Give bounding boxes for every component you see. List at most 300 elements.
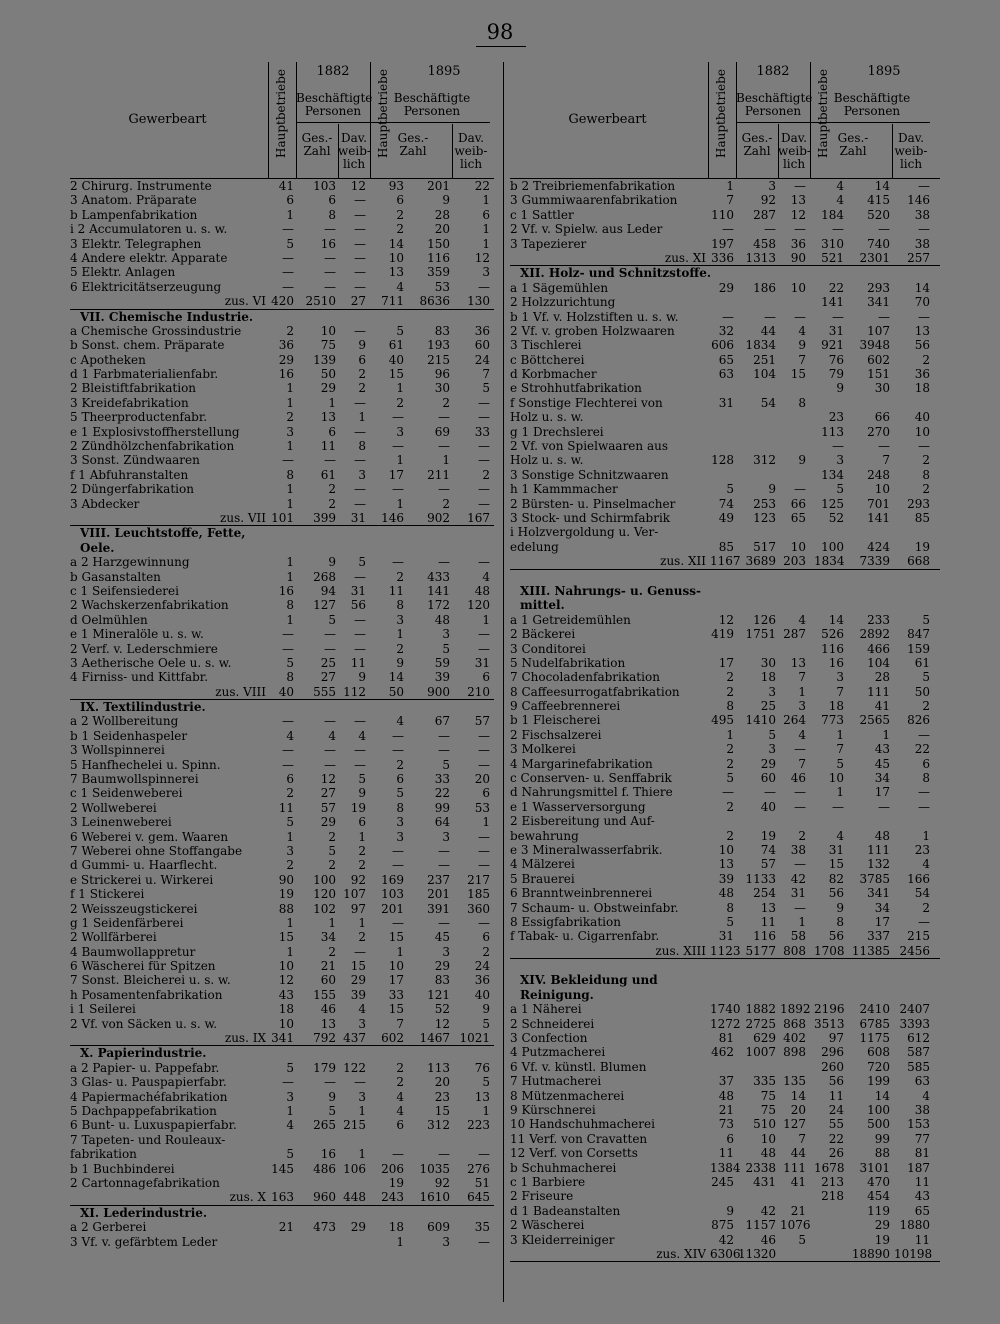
row-value: 2: [922, 352, 930, 367]
row-value: 29: [320, 381, 336, 396]
row-value: 29: [320, 815, 336, 830]
row-value: 56: [350, 598, 366, 613]
table-row: [70, 584, 494, 598]
row-value: 199: [867, 1074, 890, 1089]
row-value: 5: [482, 381, 490, 396]
table-row: [510, 1189, 940, 1203]
row-value: 56: [828, 929, 844, 944]
row-label: 5 Nudelfabrikation: [510, 655, 626, 670]
row-value: 1: [396, 453, 404, 468]
row-value: —: [918, 309, 930, 324]
row-value: 100: [867, 1103, 890, 1117]
row-value: 4: [396, 1104, 404, 1118]
row-value: 65: [790, 510, 806, 525]
row-value: 92: [760, 193, 776, 208]
row-value: 4: [286, 728, 294, 743]
row-value: 60: [760, 771, 776, 786]
row-label: 5 Elektr. Anlagen: [70, 265, 176, 280]
row-value: —: [282, 453, 294, 468]
row-value: 3: [286, 1089, 294, 1104]
row-value: 38: [790, 842, 806, 857]
dav-text: Dav.: [898, 131, 924, 145]
row-value: 1076: [780, 1218, 811, 1233]
row-label: Holz u. s. w.: [510, 453, 584, 468]
row-value: 9: [482, 1002, 490, 1017]
row-value: 67: [434, 714, 450, 729]
row-value: 113: [427, 1060, 450, 1075]
row-label: a 1 Näherei: [510, 1002, 582, 1017]
row-value: 13: [320, 410, 336, 425]
row-value: 3: [286, 424, 294, 439]
row-value: 14: [874, 179, 890, 193]
row-value: 2: [286, 323, 294, 338]
row-value: 1: [482, 612, 490, 627]
table-row: [510, 1074, 940, 1088]
row-value: 48: [874, 828, 890, 843]
row-value: 3785: [859, 871, 890, 886]
table-row: [70, 902, 494, 916]
row-value: 10: [278, 1016, 294, 1031]
row-label: 3 Tapezierer: [510, 236, 587, 251]
row-value: 110: [711, 207, 734, 222]
row-value: 146: [381, 510, 404, 525]
row-value: 103: [313, 179, 336, 193]
row-value: 3: [442, 829, 450, 844]
row-label: f Sonstige Flechterei von: [510, 395, 663, 410]
row-value: 28: [874, 670, 890, 685]
row-value: 6: [396, 193, 404, 208]
table-row: [70, 468, 494, 482]
row-value: 116: [427, 250, 450, 265]
row-value: —: [878, 439, 890, 454]
row-value: 3: [442, 627, 450, 642]
row-value: 38: [914, 1103, 930, 1117]
row-value: 31: [350, 583, 366, 598]
row-value: 46: [790, 771, 806, 786]
row-value: 4: [482, 569, 490, 584]
row-value: 437: [343, 1031, 366, 1046]
row-value: 127: [313, 598, 336, 613]
row-value: 38: [914, 236, 930, 251]
row-value: 85: [718, 539, 734, 554]
row-value: 29: [278, 352, 294, 367]
row-value: 1: [358, 829, 366, 844]
table-row: [70, 497, 494, 511]
row-value: 2: [726, 670, 734, 685]
table-row: [70, 439, 494, 453]
table-row: [510, 310, 940, 324]
row-value: 3: [442, 1234, 450, 1249]
row-value: —: [324, 250, 336, 265]
row-label: c Apotheken: [70, 352, 146, 367]
row-value: 187: [907, 1160, 930, 1175]
row-label: mittel.: [520, 598, 565, 613]
row-value: 1: [286, 496, 294, 511]
row-value: 69: [434, 424, 450, 439]
row-label: 8 Mützenmacherei: [510, 1088, 625, 1103]
table-row: [70, 642, 494, 656]
row-value: 10: [790, 539, 806, 554]
row-value: 45: [874, 756, 890, 771]
table-row: [510, 482, 940, 496]
row-value: 2: [482, 944, 490, 959]
row-value: 166: [907, 871, 930, 886]
row-value: 16: [278, 367, 294, 382]
row-label: e 1 Mineralöle u. s. w.: [70, 627, 204, 642]
row-value: —: [354, 496, 366, 511]
section-heading: [70, 700, 494, 714]
total-row: [70, 685, 494, 700]
row-value: 921: [821, 338, 844, 353]
row-label: 2 Chirurg. Instrumente: [70, 179, 212, 193]
row-label: f Tabak- u. Cigarrenfabr.: [510, 929, 660, 944]
row-value: 1021: [459, 1031, 490, 1046]
row-value: 90: [790, 250, 806, 265]
row-value: —: [438, 439, 450, 454]
row-value: 30: [874, 381, 890, 396]
row-label: b Gasanstalten: [70, 569, 161, 584]
table-row: [510, 728, 940, 742]
row-value: 6: [482, 930, 490, 945]
row-value: 13: [790, 655, 806, 670]
row-value: 43: [874, 742, 890, 757]
row-value: 15: [388, 367, 404, 382]
table-row: [510, 1204, 940, 1218]
row-value: 1: [882, 727, 890, 742]
row-value: 75: [320, 338, 336, 353]
lich-text: lich: [899, 157, 923, 171]
row-value: 5: [328, 843, 336, 858]
row-value: —: [478, 641, 490, 656]
row-value: 53: [474, 800, 490, 815]
row-value: —: [478, 829, 490, 844]
row-value: 31: [828, 842, 844, 857]
row-value: 5: [358, 772, 366, 787]
row-value: 257: [907, 250, 930, 265]
row-value: —: [354, 612, 366, 627]
row-value: 50: [388, 684, 404, 699]
row-label: VIII. Leuchtstoffe, Fette,: [80, 526, 246, 541]
row-label: f 1 Abfuhranstalten: [70, 467, 189, 482]
row-value: 5: [726, 771, 734, 786]
row-value: 1: [396, 381, 404, 396]
hauptbetriebe-label: Hauptbetriebe: [274, 69, 288, 158]
row-value: —: [478, 757, 490, 772]
row-value: —: [478, 1234, 490, 1249]
row-value: 8: [286, 467, 294, 482]
row-value: 2: [442, 496, 450, 511]
table-row: [510, 1146, 940, 1160]
row-value: 868: [783, 1016, 806, 1031]
row-value: 21: [320, 959, 336, 974]
row-value: 34: [320, 930, 336, 945]
row-value: 57: [320, 800, 336, 815]
row-value: —: [794, 785, 806, 800]
row-value: —: [282, 757, 294, 772]
row-value: 1175: [859, 1031, 890, 1046]
row-value: 10: [320, 323, 336, 338]
row-label: 4 Andere elektr. Apparate: [70, 250, 228, 265]
row-value: 48: [718, 886, 734, 901]
row-value: 23: [914, 842, 930, 857]
table-row: [70, 251, 494, 265]
row-value: 184: [821, 207, 844, 222]
row-value: 7: [726, 193, 734, 208]
row-value: 61: [320, 467, 336, 482]
row-value: 335: [753, 1074, 776, 1089]
row-value: 31: [350, 510, 366, 525]
row-value: 7: [836, 684, 844, 699]
row-value: —: [478, 728, 490, 743]
row-value: 22: [434, 786, 450, 801]
row-value: 135: [783, 1074, 806, 1089]
row-value: —: [478, 858, 490, 873]
row-value: 57: [760, 857, 776, 872]
row-value: 29: [350, 1220, 366, 1235]
row-value: —: [918, 179, 930, 193]
row-value: 6: [358, 815, 366, 830]
row-value: 9: [358, 670, 366, 685]
row-value: 18: [828, 699, 844, 714]
row-value: 12: [350, 179, 366, 193]
row-value: 20: [790, 1103, 806, 1117]
table-row: [70, 570, 494, 584]
row-value: 10: [760, 1131, 776, 1146]
row-value: —: [722, 785, 734, 800]
row-label: 4 Baumwollappretur: [70, 944, 196, 959]
header-rule: [296, 122, 370, 123]
table-row: [70, 627, 494, 641]
row-value: —: [794, 309, 806, 324]
row-value: 65: [914, 1203, 930, 1218]
row-label: e 3 Mineralwasserfabrik.: [510, 842, 663, 857]
row-value: 17: [874, 785, 890, 800]
table-row: [510, 886, 940, 900]
row-value: 40: [760, 799, 776, 814]
section-heading: [510, 988, 940, 1002]
row-label: 2 Holzzurichtung: [510, 295, 616, 310]
table-row: [70, 815, 494, 829]
row-value: 125: [821, 496, 844, 511]
section-heading: [70, 310, 494, 324]
row-value: 521: [821, 250, 844, 265]
row-value: 113: [821, 424, 844, 439]
row-value: 312: [427, 1118, 450, 1133]
table-row: [70, 1090, 494, 1104]
table-row: [70, 1220, 494, 1234]
row-value: 40: [914, 410, 930, 425]
row-value: 293: [867, 280, 890, 295]
row-value: 145: [271, 1161, 294, 1176]
row-value: 11: [350, 655, 366, 670]
row-value: 54: [914, 886, 930, 901]
row-value: 3689: [745, 554, 776, 569]
row-value: 2: [396, 222, 404, 237]
row-value: 13: [320, 1016, 336, 1031]
table-row: [510, 1175, 940, 1189]
row-value: —: [478, 915, 490, 930]
row-value: 1880: [899, 1218, 930, 1233]
right-table: [510, 62, 940, 1262]
row-value: 12: [320, 772, 336, 787]
row-value: 66: [874, 410, 890, 425]
row-value: 13: [388, 265, 404, 280]
row-value: —: [354, 569, 366, 584]
row-value: 7339: [859, 554, 890, 569]
row-value: —: [478, 743, 490, 758]
row-value: 243: [381, 1190, 404, 1205]
row-value: 5: [726, 482, 734, 497]
row-value: 101: [271, 510, 294, 525]
row-value: 1834: [814, 554, 845, 569]
row-value: 12: [434, 1016, 450, 1031]
ges-zahl-label: [374, 132, 452, 158]
row-value: —: [478, 453, 490, 468]
row-value: 32: [718, 323, 734, 338]
row-value: 2: [396, 1075, 404, 1090]
row-value: 1892: [780, 1002, 811, 1017]
row-value: 5: [358, 555, 366, 570]
row-value: 1882: [745, 1002, 776, 1017]
row-label: 12 Verf. von Corsetts: [510, 1146, 638, 1161]
row-value: —: [354, 279, 366, 294]
row-value: 21: [718, 1103, 734, 1117]
row-value: 46: [760, 1232, 776, 1247]
row-value: 42: [760, 1203, 776, 1218]
row-value: 88: [278, 901, 294, 916]
row-value: 245: [711, 1174, 734, 1189]
table-row: [510, 1218, 940, 1232]
row-label: c Conserven- u. Senffabrik: [510, 771, 672, 786]
row-value: 10: [718, 842, 734, 857]
table-row: [70, 193, 494, 207]
row-value: 15: [388, 930, 404, 945]
row-value: 3: [358, 1089, 366, 1104]
section-heading: [510, 973, 940, 987]
row-value: 70: [914, 295, 930, 310]
row-value: 5: [726, 914, 734, 929]
row-value: 20: [434, 1075, 450, 1090]
row-value: 5: [768, 727, 776, 742]
row-value: 1: [286, 829, 294, 844]
row-value: 17: [388, 467, 404, 482]
row-value: 1: [836, 727, 844, 742]
row-label: 4 Papiermachéfabrikation: [70, 1089, 228, 1104]
row-value: 14: [388, 236, 404, 251]
table-row: [510, 570, 940, 584]
row-value: —: [392, 858, 404, 873]
row-value: 8: [922, 467, 930, 482]
row-value: 93: [388, 179, 404, 193]
row-value: 218: [821, 1189, 844, 1204]
row-value: 360: [467, 901, 490, 916]
table-row: [510, 771, 940, 785]
row-value: —: [354, 395, 366, 410]
row-value: 33: [434, 772, 450, 787]
row-value: 11: [760, 914, 776, 929]
row-value: 97: [828, 1031, 844, 1046]
row-value: 42: [718, 1232, 734, 1247]
row-label: d Oelmühlen: [70, 612, 148, 627]
row-value: 22: [474, 179, 490, 193]
row-value: 83: [434, 973, 450, 988]
row-label: XIII. Nahrungs- u. Genuss-: [520, 583, 701, 598]
row-value: 163: [271, 1190, 294, 1205]
hauptbetriebe-label: Hauptbetriebe: [376, 69, 390, 158]
row-value: 602: [867, 352, 890, 367]
row-value: —: [354, 453, 366, 468]
row-value: 264: [783, 713, 806, 728]
row-value: 141: [867, 510, 890, 525]
row-value: —: [478, 279, 490, 294]
row-value: 201: [427, 887, 450, 902]
row-value: 15: [434, 1104, 450, 1118]
row-value: 25: [320, 655, 336, 670]
table-row: [70, 772, 494, 786]
year-label: 1895: [427, 64, 461, 79]
row-value: 1: [396, 944, 404, 959]
year-label: 1895: [867, 64, 901, 79]
table-row: [70, 1118, 494, 1132]
row-value: 10198: [894, 1246, 933, 1261]
table-row: [70, 425, 494, 439]
table-row: [510, 193, 940, 207]
row-label: zus. IX: [224, 1031, 266, 1046]
table-row: [510, 929, 940, 943]
row-label: 3 Vf. v. gefärbtem Leder: [70, 1234, 218, 1249]
row-value: 2: [396, 569, 404, 584]
row-value: 79: [828, 367, 844, 382]
row-value: 431: [753, 1174, 776, 1189]
row-value: 92: [434, 1175, 450, 1190]
row-value: 10: [790, 280, 806, 295]
row-value: 701: [867, 496, 890, 511]
row-value: 155: [313, 987, 336, 1002]
row-value: 740: [867, 236, 890, 251]
hauptbetriebe-label: Hauptbetriebe: [816, 69, 830, 158]
row-value: 7: [798, 352, 806, 367]
row-value: 668: [907, 554, 930, 569]
row-value: 11: [914, 1232, 930, 1247]
table-row: [70, 916, 494, 930]
row-value: 119: [867, 1203, 890, 1218]
row-value: 14: [828, 612, 844, 627]
row-value: 14: [790, 1088, 806, 1103]
table-row: [70, 208, 494, 222]
row-value: 7: [798, 1131, 806, 1146]
row-label: h Posamentenfabrikation: [70, 987, 223, 1002]
row-value: 2410: [859, 1002, 890, 1017]
row-value: —: [324, 743, 336, 758]
table-row: [70, 959, 494, 973]
table-row: [510, 613, 940, 627]
row-label: 3 Anatom. Präparate: [70, 193, 197, 208]
table-row: [510, 742, 940, 756]
row-value: 48: [760, 1146, 776, 1161]
ges-text: Ges.-: [301, 131, 333, 145]
table-row: [510, 857, 940, 871]
row-label: 5 Theerproductenfabr.: [70, 410, 208, 425]
row-value: 1: [286, 569, 294, 584]
zahl-text: Zahl: [399, 144, 427, 158]
beschaeftigte-text: Beschäftigte: [833, 91, 911, 105]
row-value: 4: [286, 1118, 294, 1133]
table-row: [510, 222, 940, 236]
row-value: 127: [783, 1117, 806, 1132]
row-value: —: [438, 743, 450, 758]
row-value: 1: [286, 612, 294, 627]
row-value: 15: [278, 930, 294, 945]
